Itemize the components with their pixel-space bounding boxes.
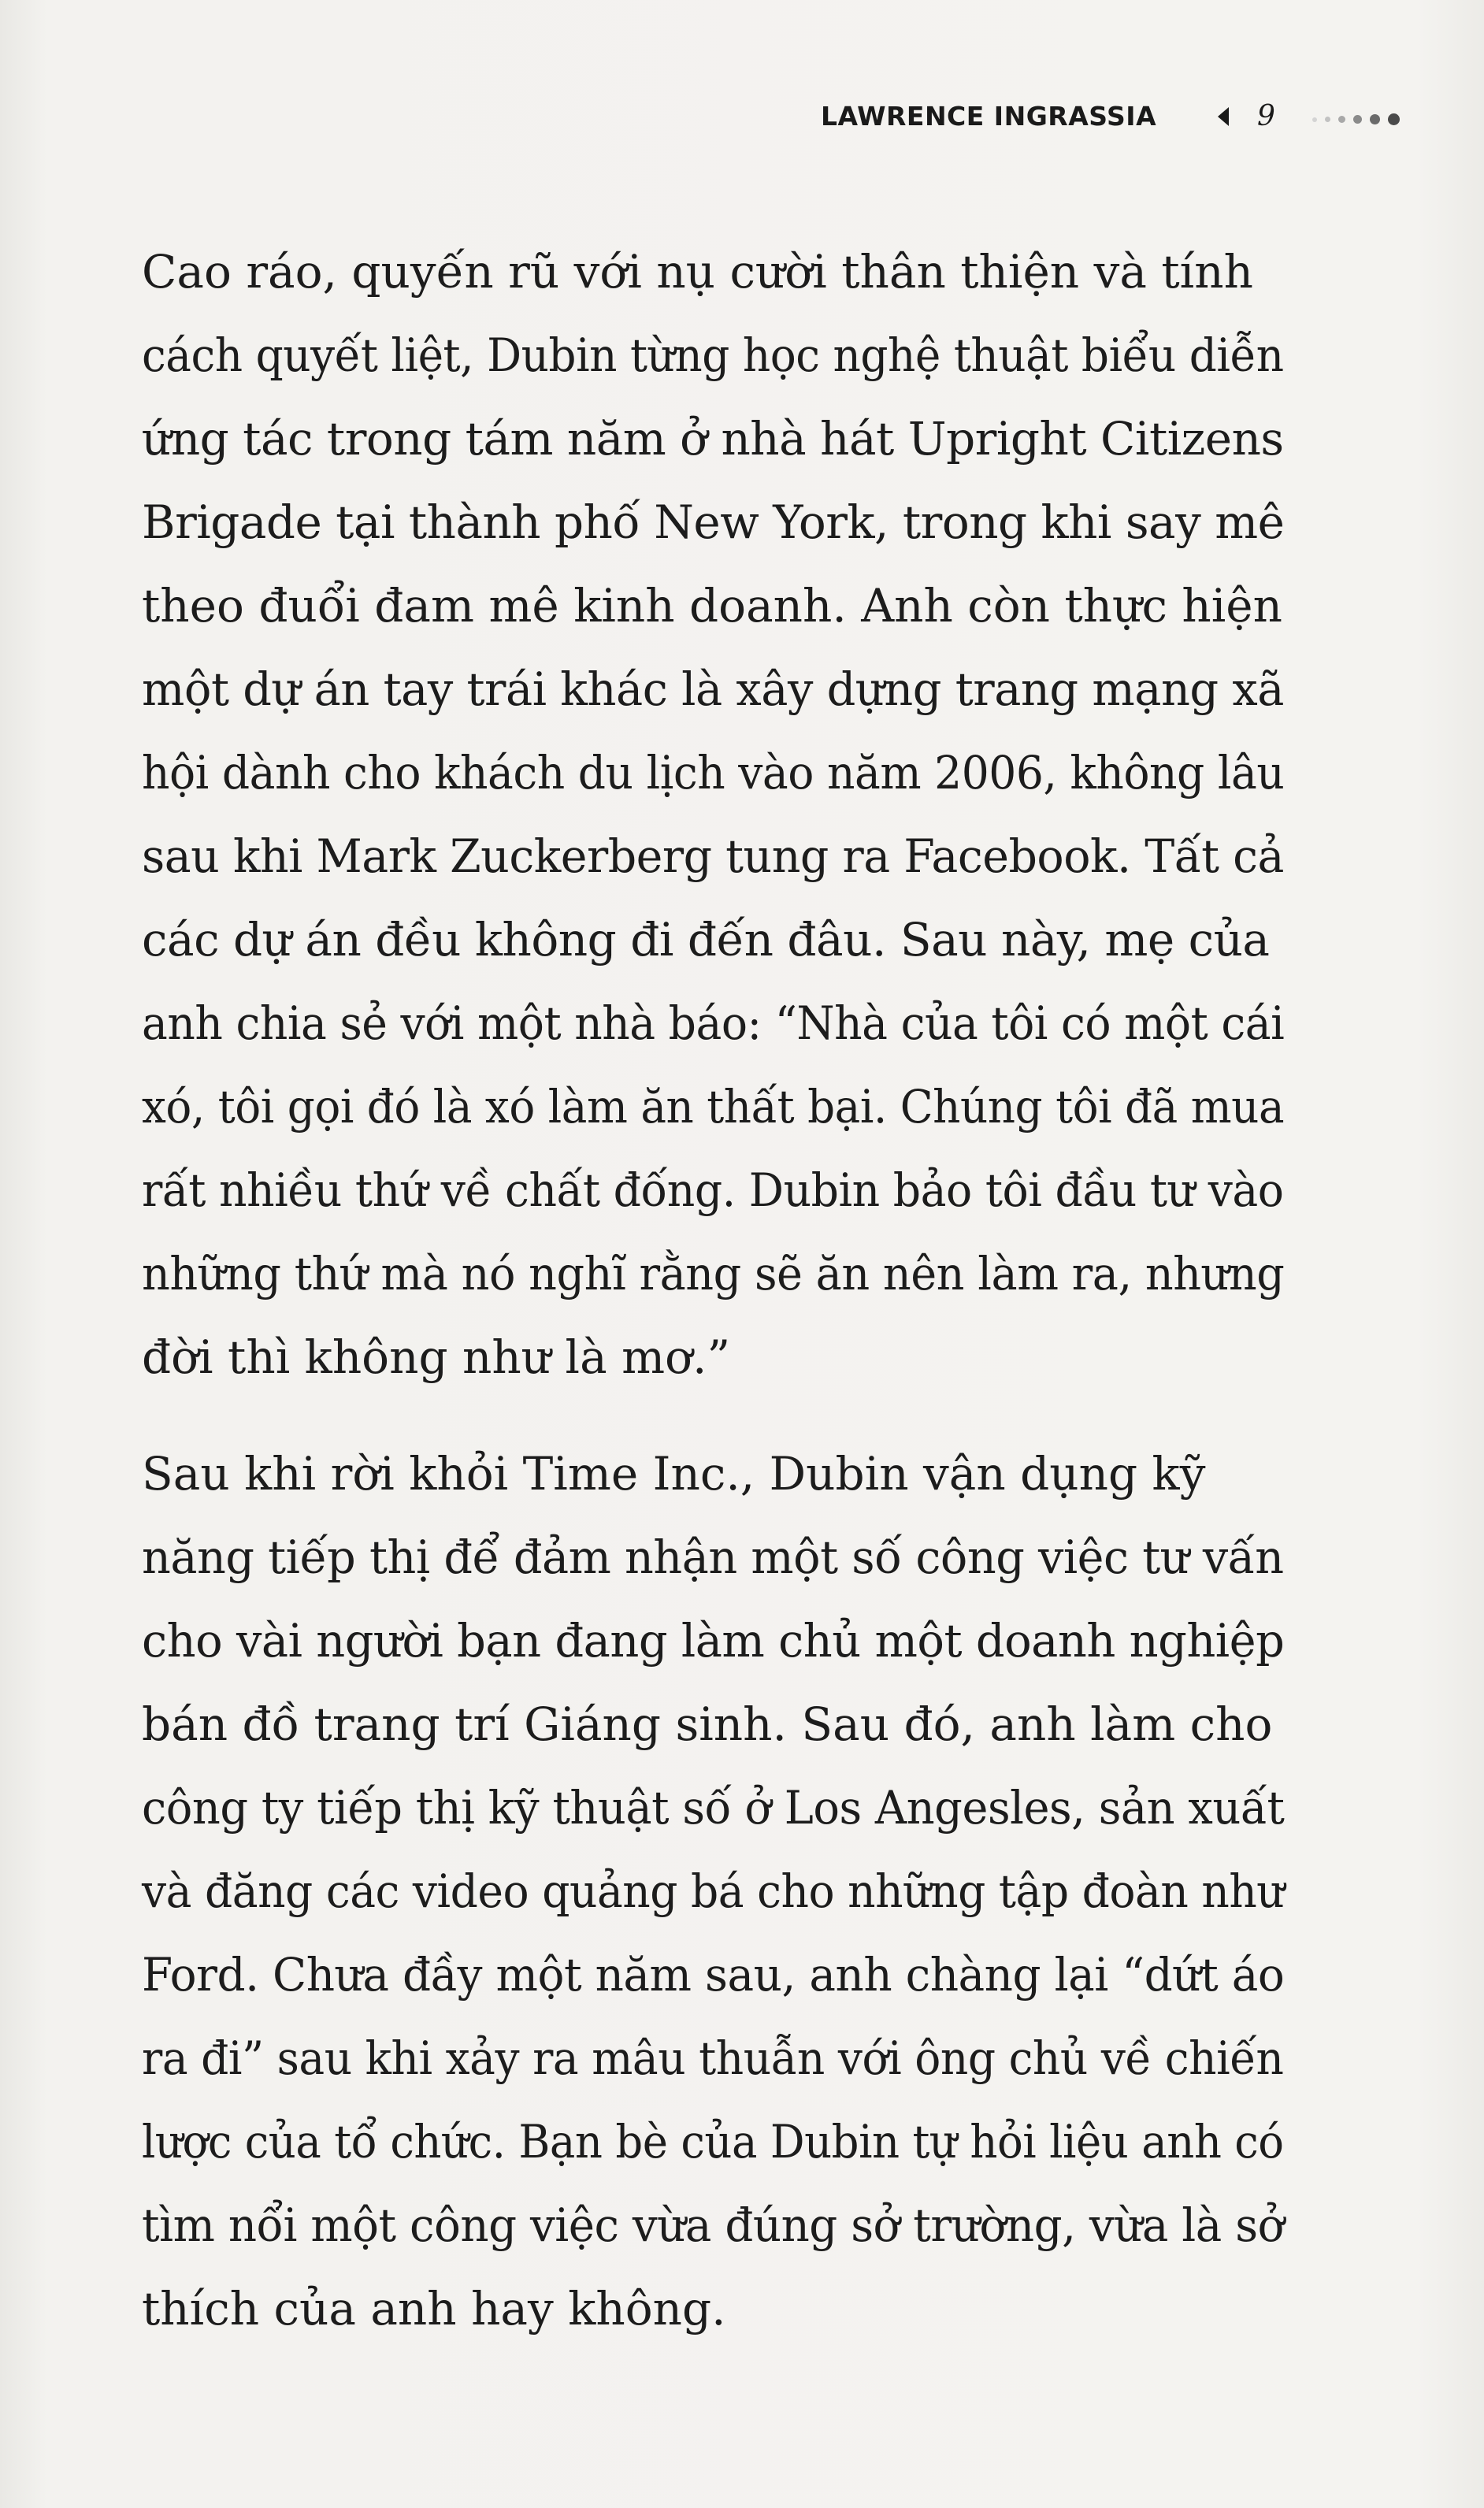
- decorative-dots-icon: [1312, 113, 1400, 125]
- text-line: cách quyết liệt, Dubin từng học nghệ thuật biểu diễn: [142, 328, 1284, 382]
- dot-icon: [1370, 114, 1380, 124]
- text-line: xó, tôi gọi đó là xó làm ăn thất bại. Chúng tôi đã mua: [142, 1080, 1285, 1133]
- dot-icon: [1312, 117, 1317, 122]
- text-line: bán đồ trang trí Giáng sinh. Sau đó, anh làm cho: [142, 1697, 1273, 1751]
- paragraph-spacer: [142, 1399, 1284, 1432]
- body-text: [142, 230, 1284, 2350]
- dot-icon: [1388, 113, 1400, 125]
- dot-icon: [1338, 116, 1345, 123]
- text-line: Sau khi rời khỏi Time Inc., Dubin vận dụng kỹ: [142, 1447, 1206, 1501]
- paragraph-1: [142, 230, 1284, 1399]
- text-line: Brigade tại thành phố New York, trong khi say mê: [142, 495, 1285, 549]
- text-line: hội dành cho khách du lịch vào năm 2006, không lâu: [142, 746, 1285, 800]
- text-line: các dự án đều không đi đến đâu. Sau này, mẹ của: [142, 913, 1270, 966]
- running-header: [0, 93, 1484, 140]
- text-line: Ford. Chưa đầy một năm sau, anh chàng lại “dứt áo: [142, 1948, 1285, 2002]
- text-line: đời thì không như là mơ.”: [142, 1330, 731, 1384]
- text-line: rất nhiều thứ về chất đống. Dubin bảo tôi đầu tư vào: [142, 1163, 1284, 1217]
- text-line: một dự án tay trái khác là xây dựng trang mạng xã: [142, 662, 1284, 716]
- text-line: ra đi” sau khi xảy ra mâu thuẫn với ông chủ về chiến: [142, 2031, 1284, 2085]
- left-triangle-icon: [1218, 107, 1229, 126]
- text-line: công ty tiếp thị kỹ thuật số ở Los Angesles, sản xuất: [142, 1781, 1285, 1835]
- text-line: Cao ráo, quyến rũ với nụ cười thân thiện và tính: [142, 245, 1253, 299]
- text-line: theo đuổi đam mê kinh doanh. Anh còn thực hiện: [142, 579, 1282, 633]
- paragraph-2: [142, 1432, 1284, 2350]
- page-number: 9: [1257, 100, 1275, 132]
- text-line: ứng tác trong tám năm ở nhà hát Upright Citizens: [142, 412, 1284, 466]
- dot-icon: [1325, 117, 1330, 122]
- text-line: năng tiếp thị để đảm nhận một số công việc tư vấn: [142, 1530, 1284, 1584]
- text-line: và đăng các video quảng bá cho những tập đoàn như: [142, 1864, 1285, 1918]
- author-name: LAWRENCE INGRASSIA: [821, 101, 1157, 132]
- text-line: anh chia sẻ với một nhà báo: “Nhà của tôi có một cái: [142, 996, 1285, 1050]
- text-line: tìm nổi một công việc vừa đúng sở trường, vừa là sở: [142, 2198, 1284, 2252]
- text-line: lược của tổ chức. Bạn bè của Dubin tự hỏi liệu anh có: [142, 2115, 1284, 2169]
- dot-icon: [1353, 115, 1362, 124]
- text-line: sau khi Mark Zuckerberg tung ra Facebook. Tất cả: [142, 829, 1284, 883]
- text-line: thích của anh hay không.: [142, 2282, 726, 2335]
- text-line: cho vài người bạn đang làm chủ một doanh nghiệp: [142, 1614, 1285, 1668]
- text-line: những thứ mà nó nghĩ rằng sẽ ăn nên làm ra, nhưng: [142, 1247, 1285, 1300]
